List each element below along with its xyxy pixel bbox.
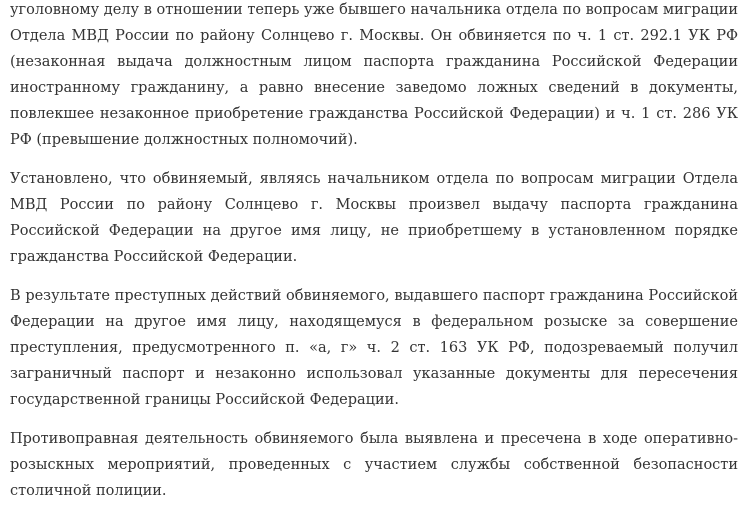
article-body [10, 0, 738, 517]
paragraph-indictment: уголовному делу в отношении теперь уже бывшего начальника отдела по вопросам миграции Отдела МВД России по району Солнцево г. Москвы. Он обвиняется по ч. 1 ст. 292.1 УК РФ (незаконная выдача должностным лицом паспорта гражданина Российской Федерации иностранному гражданину, а равно внесение заведомо ложных сведений в документы, повлекшее незаконное приобретение гражданства Российской Федерации) и ч. 1 ст. 286 УК РФ (превышение должностных полномочий). [10, 2, 738, 148]
paragraph-detection: Противоправная деятельность обвиняемого была выявлена и пресечена в ходе оперативно-розыскных мероприятий, проведенных с участием службы собственной безопасности столичной полиции. [10, 431, 738, 499]
paragraph-consequences: В результате преступных действий обвиняемого, выдавшего паспорт гражданина Российской Федерации на другое имя лицу, находящемуся в федеральном розыске за совершение преступления, предусмотренного п. «а, г» ч. 2 ст. 163 УК РФ, подозреваемый получил заграничный паспорт и незаконно использовал указанные документы для пересечения государственной границы Российской Федерации. [10, 288, 738, 408]
paragraph-established-facts: Установлено, что обвиняемый, являясь начальником отдела по вопросам миграции Отдела МВД России по району Солнцево г. Москвы произвел выдачу паспорта гражданина Российской Федерации на другое имя лицу, не приобретшему в установленном порядке гражданства Российской Федерации. [10, 171, 738, 265]
